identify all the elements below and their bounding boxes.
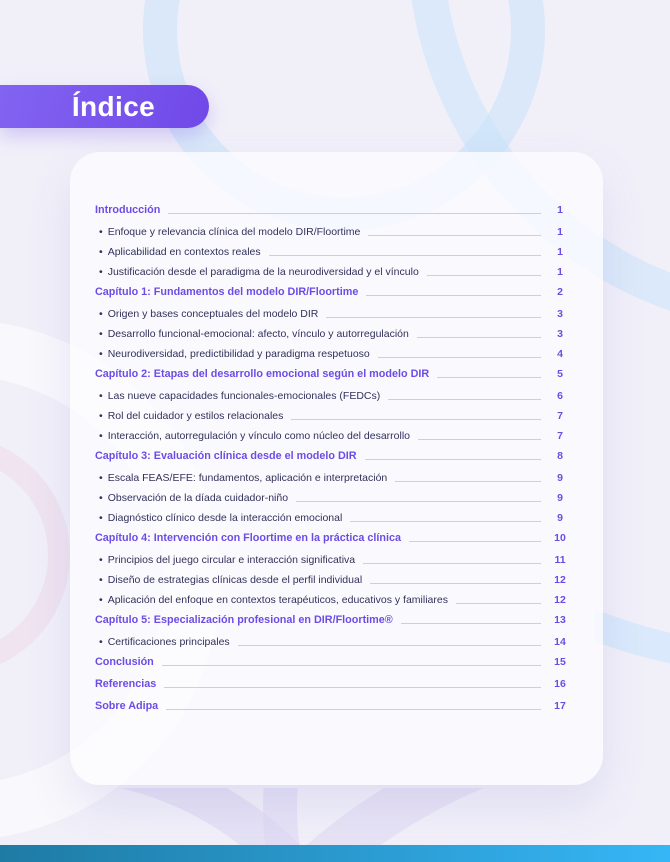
- footer-accent-bar: [0, 845, 670, 862]
- background-arc-pink: [0, 435, 70, 675]
- leader-line: [366, 295, 541, 296]
- leader-line: [296, 501, 541, 502]
- toc-page-number: 6: [557, 390, 563, 402]
- toc-section-label: Conclusión: [95, 656, 154, 668]
- toc-item-label: Escala FEAS/EFE: fundamentos, aplicación e interpretación: [107, 472, 388, 484]
- toc-page-number: 8: [557, 450, 563, 462]
- toc-section-label: Introducción: [95, 204, 161, 216]
- toc-page-number: 5: [557, 368, 563, 380]
- toc-page-number: 4: [557, 348, 563, 360]
- leader-line: [409, 541, 541, 542]
- bullet-icon: •: [99, 554, 103, 566]
- leader-line: [437, 377, 541, 378]
- bullet-icon: •: [99, 266, 103, 278]
- toc-item-row[interactable]: [95, 636, 571, 649]
- toc-page-number: 9: [557, 492, 563, 504]
- bullet-icon: •: [99, 574, 103, 586]
- leader-line: [166, 709, 541, 710]
- leader-line: [365, 459, 541, 460]
- toc-item-row[interactable]: [95, 226, 571, 239]
- toc-section-row[interactable]: [95, 204, 571, 217]
- bullet-icon: •: [99, 636, 103, 648]
- toc-item-label: Rol del cuidador y estilos relacionales: [107, 410, 284, 422]
- toc-page-number: 7: [557, 410, 563, 422]
- toc-section-row[interactable]: [95, 614, 571, 627]
- toc-item-row[interactable]: [95, 472, 571, 485]
- toc-item-label: Certificaciones principales: [107, 636, 230, 648]
- toc-section-label: Capítulo 2: Etapas del desarrollo emocional según el modelo DIR: [95, 368, 430, 380]
- leader-line: [401, 623, 541, 624]
- toc-section-row[interactable]: [95, 700, 571, 713]
- bullet-icon: •: [99, 492, 103, 504]
- bullet-icon: •: [99, 512, 103, 524]
- leader-line: [269, 255, 541, 256]
- toc-item-label: Desarrollo funcional-emocional: afecto, vínculo y autorregulación: [107, 328, 409, 340]
- leader-line: [417, 337, 541, 338]
- background-arc-right-clip: [595, 400, 670, 700]
- toc-card: [70, 152, 603, 785]
- toc-page-number: 2: [557, 286, 563, 298]
- bullet-icon: •: [99, 328, 103, 340]
- bullet-icon: •: [99, 472, 103, 484]
- leader-line: [291, 419, 541, 420]
- toc-item-row[interactable]: [95, 328, 571, 341]
- toc-page-number: 1: [557, 226, 563, 238]
- toc-item-label: Neurodiversidad, predictibilidad y paradigma respetuoso: [107, 348, 370, 360]
- toc-page-number: 15: [554, 656, 566, 668]
- toc-page-number: 11: [554, 554, 566, 566]
- toc-item-label: Aplicación del enfoque en contextos terapéuticos, educativos y familiares: [107, 594, 448, 606]
- toc-page-number: 13: [554, 614, 566, 626]
- toc-item-row[interactable]: [95, 390, 571, 403]
- toc-item-label: Justificación desde el paradigma de la neurodiversidad y el vínculo: [107, 266, 419, 278]
- toc-section-label: Capítulo 1: Fundamentos del modelo DIR/Floortime: [95, 286, 359, 298]
- toc-page-number: 9: [557, 472, 563, 484]
- toc-item-row[interactable]: [95, 410, 571, 423]
- bullet-icon: •: [99, 348, 103, 360]
- toc-page-number: 3: [557, 328, 563, 340]
- background-arc-right: [595, 400, 670, 675]
- toc-item-label: Observación de la díada cuidador-niño: [107, 492, 289, 504]
- toc-section-label: Capítulo 3: Evaluación clínica desde el modelo DIR: [95, 450, 357, 462]
- leader-line: [238, 645, 541, 646]
- toc-section-row[interactable]: [95, 368, 571, 381]
- toc-item-row[interactable]: [95, 348, 571, 361]
- leader-line: [326, 317, 541, 318]
- toc-item-label: Origen y bases conceptuales del modelo DIR: [107, 308, 319, 320]
- toc-item-label: Diagnóstico clínico desde la interacción emocional: [107, 512, 343, 524]
- bullet-icon: •: [99, 226, 103, 238]
- toc-page-number: 3: [557, 308, 563, 320]
- toc-list: [95, 204, 571, 713]
- toc-item-row[interactable]: [95, 246, 571, 259]
- bullet-icon: •: [99, 246, 103, 258]
- leader-line: [168, 213, 541, 214]
- toc-item-label: Aplicabilidad en contextos reales: [107, 246, 261, 258]
- toc-page-number: 17: [554, 700, 566, 712]
- bullet-icon: •: [99, 430, 103, 442]
- toc-item-row[interactable]: [95, 492, 571, 505]
- toc-page-number: 9: [557, 512, 563, 524]
- leader-line: [370, 583, 541, 584]
- toc-item-label: Interacción, autorregulación y vínculo como núcleo del desarrollo: [107, 430, 411, 442]
- toc-section-row[interactable]: [95, 286, 571, 299]
- toc-page-number: 12: [554, 594, 566, 606]
- toc-page-number: 14: [554, 636, 566, 648]
- bullet-icon: •: [99, 594, 103, 606]
- leader-line: [388, 399, 541, 400]
- leader-line: [368, 235, 541, 236]
- toc-item-label: Las nueve capacidades funcionales-emocionales (FEDCs): [107, 390, 381, 402]
- leader-line: [378, 357, 541, 358]
- toc-item-row[interactable]: [95, 512, 571, 525]
- toc-item-label: Principios del juego circular e interacción significativa: [107, 554, 356, 566]
- toc-item-row[interactable]: [95, 308, 571, 321]
- toc-section-label: Sobre Adipa: [95, 700, 159, 712]
- leader-line: [162, 665, 541, 666]
- toc-section-row[interactable]: [95, 450, 571, 463]
- toc-page-number: 12: [554, 574, 566, 586]
- toc-section-row[interactable]: [95, 678, 571, 691]
- toc-section-label: Capítulo 4: Intervención con Floortime en la práctica clínica: [95, 532, 401, 544]
- leader-line: [418, 439, 541, 440]
- toc-item-row[interactable]: [95, 554, 571, 567]
- page-title: Índice: [0, 85, 209, 128]
- leader-line: [350, 521, 541, 522]
- leader-line: [456, 603, 541, 604]
- leader-line: [363, 563, 541, 564]
- leader-line: [164, 687, 541, 688]
- toc-item-label: Diseño de estrategias clínicas desde el perfil individual: [107, 574, 363, 586]
- toc-item-label: Enfoque y relevancia clínica del modelo DIR/Floortime: [107, 226, 361, 238]
- toc-item-row[interactable]: [95, 574, 571, 587]
- bullet-icon: •: [99, 410, 103, 422]
- toc-page-number: 7: [557, 430, 563, 442]
- toc-item-row[interactable]: [95, 430, 571, 443]
- toc-page-number: 1: [557, 204, 563, 216]
- toc-item-row[interactable]: [95, 266, 571, 279]
- toc-page-number: 16: [554, 678, 566, 690]
- leader-line: [395, 481, 541, 482]
- bullet-icon: •: [99, 308, 103, 320]
- toc-section-label: Capítulo 5: Especialización profesional en DIR/Floortime®: [95, 614, 393, 626]
- toc-page-number: 10: [554, 532, 566, 544]
- toc-section-row[interactable]: [95, 532, 571, 545]
- toc-section-label: Referencias: [95, 678, 157, 690]
- toc-item-row[interactable]: [95, 594, 571, 607]
- leader-line: [427, 275, 541, 276]
- toc-page-number: 1: [557, 266, 563, 278]
- bullet-icon: •: [99, 390, 103, 402]
- toc-section-row[interactable]: [95, 656, 571, 669]
- toc-page-number: 1: [557, 246, 563, 258]
